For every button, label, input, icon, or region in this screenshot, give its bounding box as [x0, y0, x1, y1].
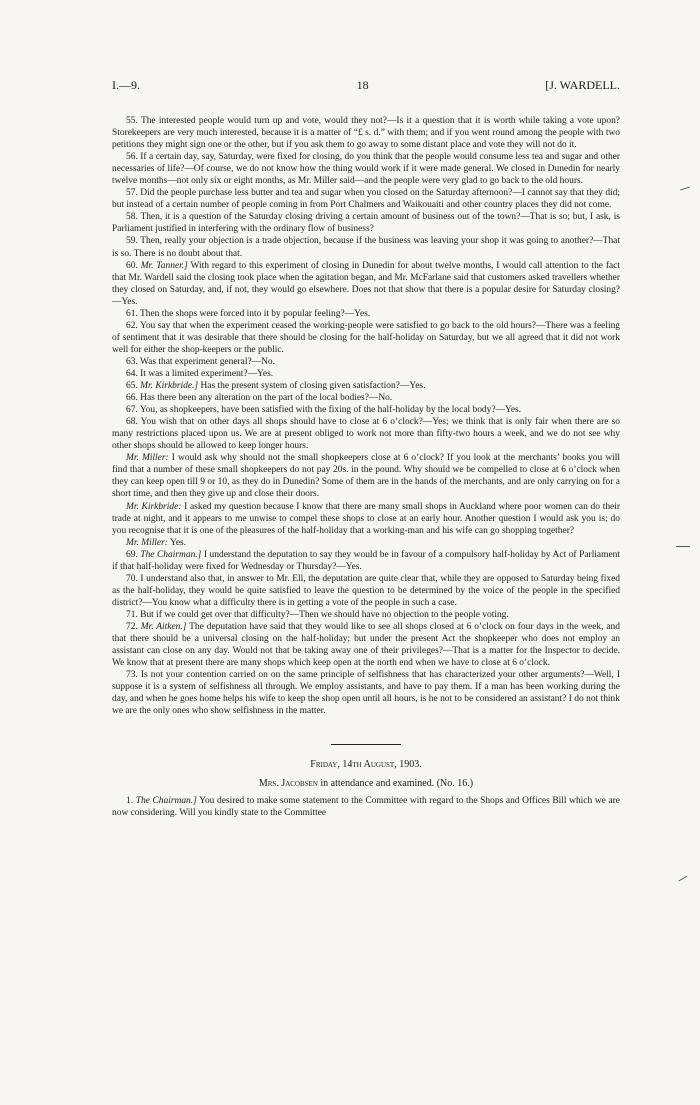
paragraph-text: Then the shops were forced into it by popular feeling?—Yes.	[140, 308, 371, 319]
paragraph-text: Is not your contention carried on on the same principle of selfishness that has characterized your other arguments?—Well, I suppose it is a system of selfishness all through. We employ assistants, and have to pay them. If a man has been working during the day, and when he goes home helps his wife to keep the shop open until all hours, is he not to be considered an assistant? I do not think we are the only ones who show selfishness in the matter.	[112, 670, 620, 717]
margin-mark	[676, 546, 690, 547]
evidence-body	[112, 115, 620, 820]
paragraph-text: Then, really your objection is a trade objection, because if the business was leaving your shop it was going to another?—That is so. There is no doubt about that.	[112, 236, 620, 259]
witness-heading	[112, 778, 620, 790]
paragraph-text: You wish that on other days all shops should have to close at 6 o’clock?—Yes; we think that is only fair when there are so many restrictions placed upon us. We are at present obliged to work not more than fifty-two hours a week, and we do not see why other shops should be allowed to keep longer hours.	[112, 417, 620, 452]
paragraph-text: But if we could get over that difficulty?—Then we should have no objection to the people voting.	[140, 609, 509, 620]
paragraph-text: Did the people purchase less butter and tea and sugar when you closed on the Saturday afternoon?—I cannot say that they did; but instead of a certain number of people coming in from Port Chalmers and Waikouaiti and other country places they did not come.	[112, 188, 621, 211]
evidence-paragraph	[112, 609, 620, 621]
speaker-label: Mr. Aitken.]	[140, 621, 187, 632]
paragraph-number: 71.	[126, 609, 138, 620]
speaker-label: The Chairman.]	[135, 796, 197, 807]
session-date: Friday, 14th August, 1903.	[310, 759, 422, 771]
paragraph-number: 61.	[126, 308, 138, 319]
paragraph-text: I would ask why should not the small shopkeepers close at 6 o’clock? If you look at the merchants’ books you will find that a number of these small shopkeepers do not pay 20s. in the pound. Why should we be compelled to close at 6 o’clock when they can keep open till 9 or 10, as they do in Dunedin? Some of them are in the hands of the merchants, and are only carrying on for a short time, and then they give up and close their doors.	[112, 453, 620, 500]
evidence-paragraph	[112, 392, 620, 404]
evidence-paragraphs	[112, 115, 620, 717]
paragraph-number: 64.	[126, 368, 138, 379]
closing-paragraph	[112, 795, 620, 819]
evidence-paragraph	[112, 549, 620, 573]
paragraph-number: 62.	[126, 320, 138, 331]
paragraph-number: 72.	[126, 621, 138, 632]
paragraph-number: 63.	[126, 356, 138, 367]
paragraph-text: Then, it is a question of the Saturday closing driving a certain amount of business out of the town?—That is so; but, I ask, is Parliament justified in interfering with the ordinary flow of business?	[112, 212, 620, 235]
paragraph-text: I understand the deputation to say they would be in favour of a compulsory half-holiday by Act of Parliament if that half-holiday were fixed for Wednesday or Thursday?—Yes.	[112, 549, 620, 572]
paragraph-text: You say that when the experiment ceased the working-people were satisfied to go back to the old hours?—There was a feeling of sentiment that it was desirable that there should be closing for the half-holiday on Saturday, but we all agreed that it did not work well for either the shop-keepers or the public.	[112, 320, 621, 355]
evidence-paragraph	[112, 501, 620, 537]
margin-mark	[678, 876, 687, 882]
paragraph-number: 55.	[126, 116, 138, 126]
paragraph-text: Has there been any alteration on the part of the local bodies?—No.	[140, 393, 393, 404]
witness-name: Mrs. Jacobsen	[258, 778, 318, 790]
document-page	[112, 78, 620, 820]
speaker-label: Mr. Kirkbride.]	[140, 381, 199, 392]
paragraph-number: 56.	[126, 152, 138, 163]
speaker-label: Mr. Miller:	[126, 453, 169, 464]
paragraph-number: 60.	[126, 260, 138, 271]
section-divider	[331, 744, 401, 745]
paragraph-number: 65.	[126, 381, 138, 392]
paragraph-text: You desired to make some statement to the Committee with regard to the Shops and Offices Bill which we are now considering. Will you kindly state to the Committee	[112, 796, 620, 819]
evidence-paragraph	[112, 669, 620, 717]
evidence-paragraph	[112, 380, 620, 392]
paragraph-text: The interested people would turn up and vote, would they not?—Is it a question that it is worth while taking a vote upon? Storekeepers are very much interested, because it is a matter of “£ s. d.” with them; and if you went round among the people with two petitions they might sign one or the other, but if you ask them to go away to some distant place and vote they will not do it.	[112, 116, 620, 151]
evidence-paragraph	[112, 308, 620, 320]
evidence-paragraph	[112, 320, 620, 356]
paragraph-text: It was a limited experiment?—Yes.	[140, 368, 274, 379]
paragraph-text: I asked my question because I know that there are many small shops in Auckland where poor women can do their trade at night, and it appears to me unwise to compel these shops to close at an early hour. Another question I would ask you is; do you recognise that it is one of the pleasures of the half-holiday that a working-man and his wife can go shopping together?	[112, 501, 620, 536]
evidence-paragraph	[112, 115, 620, 151]
evidence-paragraph	[112, 537, 620, 549]
witness-reference: [J. WARDELL.	[545, 78, 620, 92]
paragraph-text: You, as shopkeepers, have been satisfied with the fixing of the half-holiday by the local body?—Yes.	[139, 405, 522, 416]
paragraph-number: 68.	[126, 417, 138, 428]
evidence-paragraph	[112, 404, 620, 416]
evidence-paragraph	[112, 211, 620, 235]
paragraph-number: 67.	[126, 405, 138, 416]
evidence-paragraph	[112, 416, 620, 452]
evidence-paragraph	[112, 235, 620, 259]
paragraph-number: 66.	[126, 393, 138, 404]
evidence-paragraph	[112, 260, 620, 308]
paragraph-text: I understand also that, in answer to Mr. Ell, the deputation are quite clear that, while they are opposed to Saturday being fixed as the half-holiday, they would be quite satisfied to leave the question to be determined by the voice of the people in the specified district?—You know what a difficulty there is in getting a vote of the people in such a case.	[112, 573, 621, 608]
report-reference: I.—9.	[112, 78, 140, 92]
margin-mark	[680, 186, 690, 190]
paragraph-number: 73.	[126, 670, 138, 681]
paragraph-number: 58.	[126, 212, 138, 223]
speaker-label: Mr. Kirkbride:	[126, 501, 182, 512]
paragraph-text: The deputation have said that they would like to see all shops closed at 6 o’clock on four days in the week, and that there should be a universal closing on the half-holiday; but under the present Act the shopkeeper who does not employ an assistant can close on any day. Would not that be taking away one of their privileges?—That is a matter for the Inspector to decide. We know that at present there are many shops which keep open at the north end when we have to close at 6 o’clock.	[112, 621, 620, 669]
evidence-paragraph	[112, 573, 620, 609]
speaker-label: Mr. Miller:	[126, 537, 168, 548]
witness-status: in attendance and examined. (No. 16.)	[320, 778, 474, 790]
page-header	[112, 78, 620, 93]
evidence-paragraph	[112, 151, 620, 187]
paragraph-number: 1.	[126, 796, 134, 807]
paragraph-number: 57.	[126, 188, 138, 199]
evidence-paragraph	[112, 452, 620, 500]
paragraph-number: 69.	[126, 549, 138, 560]
paragraph-text: Has the present system of closing given satisfaction?—Yes.	[200, 381, 426, 392]
paragraph-text: Was that experiment general?—No.	[140, 356, 275, 367]
evidence-paragraph	[112, 368, 620, 380]
page-number: 18	[356, 78, 369, 92]
paragraph-number: 59.	[126, 236, 138, 247]
evidence-paragraph	[112, 621, 620, 669]
paragraph-text: With regard to this experiment of closing in Dunedin for about twelve months, I would call attention to the fact that Mr. Wardell said the closing took place when the agitation began, and Mr. McFarlane said that customers asked travellers whether they closed on Saturday, and, if not, they would go elsewhere. Does not that show that there is a popular desire for Saturday closing?—Yes.	[112, 260, 621, 307]
paragraph-text: Yes.	[169, 537, 187, 548]
evidence-paragraph	[112, 356, 620, 368]
evidence-paragraph	[112, 187, 620, 211]
paragraph-number: 70.	[126, 573, 138, 584]
paragraph-text: If a certain day, say, Saturday, were fixed for closing, do you think that the people would consume less tea and sugar and other necessaries of life?—Of course, we do not know how the thing would work if it were made general. We closed in Dunedin for nearly twelve months—not only six or eight months, as Mr. Miller said—and the people were very glad to go back to the old hours.	[112, 152, 620, 187]
speaker-label: Mr. Tanner.]	[140, 260, 188, 271]
speaker-label: The Chairman.]	[140, 549, 202, 560]
